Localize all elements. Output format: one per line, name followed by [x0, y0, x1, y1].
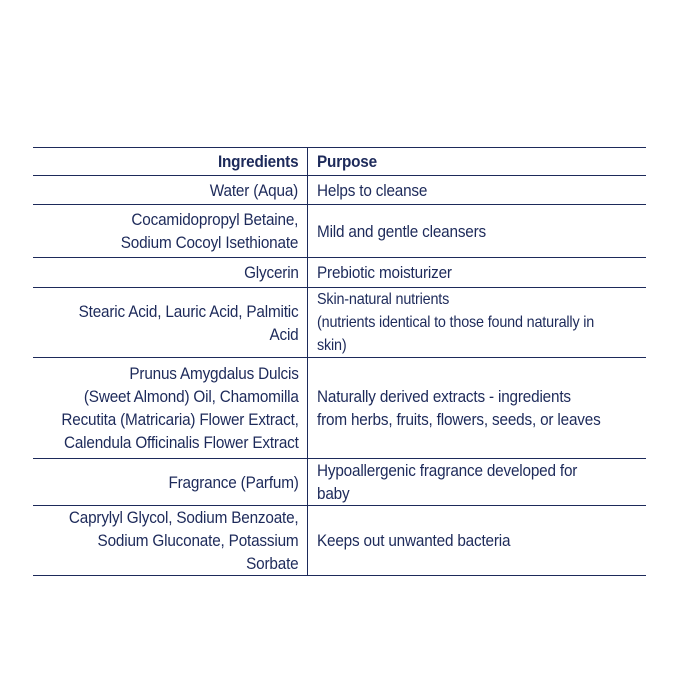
- purpose-cell: [307, 258, 646, 288]
- ingredient-text: Cocamidopropyl Betaine, Sodium Cocoyl Isethionate: [120, 210, 299, 252]
- purpose-cell: [307, 358, 646, 459]
- ingredient-cell: [33, 288, 307, 358]
- ingredient-cell: [33, 358, 307, 459]
- table-row: [33, 176, 646, 205]
- table-row: [33, 288, 646, 358]
- purpose-text: Helps to cleanse: [316, 180, 427, 200]
- table-row: [33, 205, 646, 258]
- purpose-cell: [307, 205, 646, 258]
- ingredient-cell: [33, 205, 307, 258]
- purpose-text: Hypoallergenic fragrance developed for baby: [316, 461, 577, 503]
- ingredients-table: [33, 147, 646, 576]
- ingredient-text: Prunus Amygdalus Dulcis (Sweet Almond) Oil, Chamomilla Recutita (Matricaria) Flower Extract, Calendula Officinalis Flower Extract: [61, 364, 299, 452]
- table-row: [33, 358, 646, 459]
- ingredients-table-container: [33, 147, 646, 576]
- purpose-cell: [307, 506, 646, 576]
- purpose-text: Skin-natural nutrients (nutrients identical to those found naturally in skin): [316, 291, 594, 354]
- header-purpose-label: Purpose: [316, 152, 377, 171]
- table-row: [33, 258, 646, 288]
- purpose-text: Mild and gentle cleansers: [316, 221, 486, 241]
- ingredient-text: Glycerin: [243, 263, 299, 282]
- table-row: [33, 506, 646, 576]
- ingredient-cell: [33, 258, 307, 288]
- table-header-row: [33, 148, 646, 176]
- purpose-text: Keeps out unwanted bacteria: [316, 531, 510, 550]
- ingredient-text: Caprylyl Glycol, Sodium Benzoate, Sodium Gluconate, Potassium Sorbate: [68, 508, 299, 573]
- purpose-cell: [307, 176, 646, 205]
- purpose-text: Naturally derived extracts - ingredients from herbs, fruits, flowers, seeds, or leaves: [316, 387, 601, 429]
- ingredient-cell: [33, 176, 307, 205]
- header-ingredients: [33, 148, 307, 176]
- ingredient-cell: [33, 506, 307, 576]
- purpose-cell: [307, 459, 646, 506]
- header-purpose: [307, 148, 646, 176]
- ingredient-text: Fragrance (Parfum): [168, 472, 299, 492]
- ingredient-text: Stearic Acid, Lauric Acid, Palmitic Acid: [78, 301, 299, 344]
- purpose-cell: [307, 288, 646, 358]
- table-row: [33, 459, 646, 506]
- header-ingredients-label: Ingredients: [218, 152, 299, 171]
- ingredient-text: Water (Aqua): [210, 180, 299, 200]
- purpose-text: Prebiotic moisturizer: [316, 263, 452, 282]
- ingredient-cell: [33, 459, 307, 506]
